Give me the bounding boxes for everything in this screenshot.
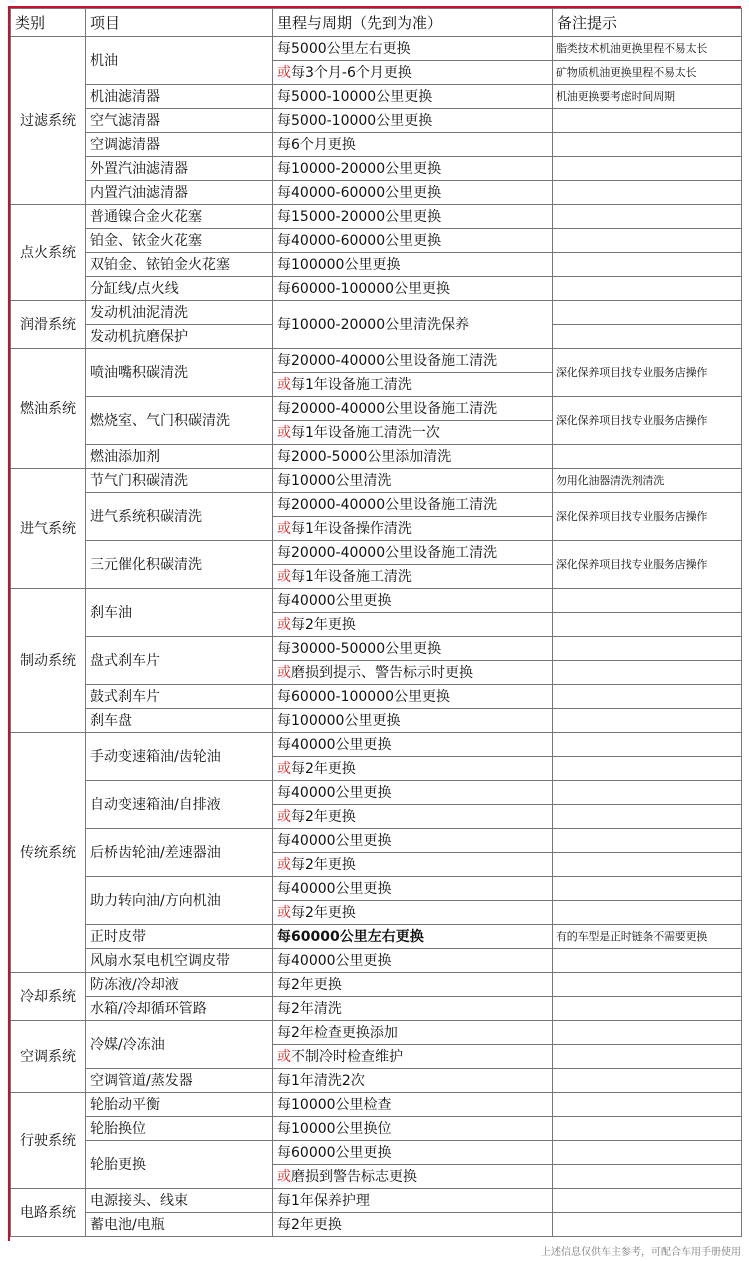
item-cell: 手动变速箱油/齿轮油 [86, 733, 273, 781]
note-cell [553, 325, 742, 349]
category-cell: 冷却系统 [11, 973, 86, 1021]
period-cell [273, 901, 553, 925]
period-text: 每5000公里左右更换 [277, 40, 411, 57]
table-row [11, 997, 742, 1021]
or-prefix: 或 [277, 760, 291, 777]
period-cell [273, 397, 553, 421]
period-cell [273, 1069, 553, 1093]
note-cell [553, 253, 742, 277]
period-text: 每10000-20000公里更换 [277, 160, 442, 177]
period-text: 每20000-40000公里设备施工清洗 [277, 496, 498, 513]
table-row [11, 277, 742, 301]
period-text: 每2000-5000公里添加清洗 [277, 448, 452, 465]
item-cell: 节气门积碳清洗 [86, 469, 273, 493]
or-prefix: 或 [277, 1048, 291, 1065]
table-row [11, 973, 742, 997]
header-row [11, 9, 742, 37]
period-text: 每3个月-6个月更换 [291, 64, 412, 81]
note-cell [553, 877, 742, 901]
category-cell: 过滤系统 [11, 37, 86, 205]
item-cell: 鼓式刹车片 [86, 685, 273, 709]
period-cell [273, 1045, 553, 1069]
or-prefix: 或 [277, 808, 291, 825]
period-text: 每30000-50000公里更换 [277, 640, 442, 657]
note-cell: 深化保养项目找专业服务店操作 [553, 349, 742, 397]
period-text: 每60000公里左右更换 [277, 928, 424, 945]
or-prefix: 或 [277, 520, 291, 537]
period-cell [273, 805, 553, 829]
or-prefix: 或 [277, 568, 291, 585]
period-text: 每2年更换 [291, 616, 356, 633]
note-cell [553, 133, 742, 157]
table-row [11, 637, 742, 661]
item-cell: 普通镍合金火花塞 [86, 205, 273, 229]
item-cell: 蓄电池/电瓶 [86, 1213, 273, 1237]
table-row [11, 733, 742, 757]
note-cell: 机油更换要考虑时间周期 [553, 85, 742, 109]
note-cell [553, 973, 742, 997]
table-row [11, 949, 742, 973]
or-prefix: 或 [277, 856, 291, 873]
category-cell: 空调系统 [11, 1021, 86, 1093]
period-cell [273, 925, 553, 949]
item-cell: 铂金、铱金火花塞 [86, 229, 273, 253]
table-row [11, 469, 742, 493]
item-cell: 空调滤清器 [86, 133, 273, 157]
note-cell [553, 685, 742, 709]
or-prefix: 或 [277, 424, 291, 441]
item-cell: 盘式刹车片 [86, 637, 273, 685]
period-text: 每40000公里更换 [277, 784, 392, 801]
note-cell [553, 805, 742, 829]
period-text: 每40000公里更换 [277, 832, 392, 849]
item-cell: 轮胎更换 [86, 1141, 273, 1189]
period-cell [273, 349, 553, 373]
table-row [11, 877, 742, 901]
period-cell [273, 373, 553, 397]
table-row [11, 1141, 742, 1165]
item-cell: 轮胎动平衡 [86, 1093, 273, 1117]
note-cell [553, 1141, 742, 1165]
note-cell [553, 205, 742, 229]
table-row [11, 685, 742, 709]
period-text: 每5000-10000公里更换 [277, 88, 433, 105]
period-cell [273, 133, 553, 157]
item-cell: 水箱/冷却循环管路 [86, 997, 273, 1021]
note-cell [553, 445, 742, 469]
item-cell: 双铂金、铱铂金火花塞 [86, 253, 273, 277]
period-cell [273, 1117, 553, 1141]
note-cell [553, 781, 742, 805]
period-cell [273, 1213, 553, 1237]
period-cell [273, 517, 553, 541]
table-row [11, 229, 742, 253]
note-cell [553, 901, 742, 925]
or-prefix: 或 [277, 616, 291, 633]
period-cell [273, 1093, 553, 1117]
note-cell [553, 109, 742, 133]
item-cell: 燃油添加剂 [86, 445, 273, 469]
item-cell: 机油滤清器 [86, 85, 273, 109]
note-cell [553, 1045, 742, 1069]
period-cell [273, 37, 553, 61]
period-cell [273, 973, 553, 997]
note-cell [553, 733, 742, 757]
category-cell: 点火系统 [11, 205, 86, 301]
note-cell [553, 1165, 742, 1189]
period-cell [273, 421, 553, 445]
item-cell: 刹车盘 [86, 709, 273, 733]
note-cell [553, 589, 742, 613]
note-cell [553, 1021, 742, 1045]
period-cell [273, 1165, 553, 1189]
period-cell [273, 445, 553, 469]
table-row [11, 1021, 742, 1045]
period-text: 每40000公里更换 [277, 592, 392, 609]
table-row [11, 181, 742, 205]
period-text: 每1年保养护理 [277, 1192, 370, 1209]
category-cell: 电路系统 [11, 1189, 86, 1237]
period-text: 每20000-40000公里设备施工清洗 [277, 400, 498, 417]
period-cell [273, 157, 553, 181]
category-cell: 传统系统 [11, 733, 86, 973]
note-cell [553, 613, 742, 637]
footnote: 上述信息仅供车主参考，可配合车用手册使用 [541, 1247, 741, 1258]
period-cell [273, 949, 553, 973]
period-text: 每40000公里更换 [277, 952, 392, 969]
item-cell: 助力转向油/方向机油 [86, 877, 273, 925]
note-cell [553, 997, 742, 1021]
note-cell [553, 1093, 742, 1117]
period-text: 不制冷时检查维护 [291, 1048, 403, 1065]
period-text: 每2年更换 [291, 856, 356, 873]
period-text: 每2年更换 [291, 904, 356, 921]
period-cell [273, 205, 553, 229]
table-row [11, 1189, 742, 1213]
table-row [11, 589, 742, 613]
item-cell: 空调管道/蒸发器 [86, 1069, 273, 1093]
period-text: 每40000公里更换 [277, 880, 392, 897]
period-cell [273, 1021, 553, 1045]
period-cell [273, 565, 553, 589]
period-cell [273, 277, 553, 301]
period-cell [273, 493, 553, 517]
note-cell [553, 949, 742, 973]
item-cell: 外置汽油滤清器 [86, 157, 273, 181]
period-text: 每2年检查更换添加 [277, 1024, 398, 1041]
period-text: 每15000-20000公里更换 [277, 208, 442, 225]
period-cell [273, 709, 553, 733]
table-row [11, 925, 742, 949]
category-cell: 润滑系统 [11, 301, 86, 349]
table-row [11, 445, 742, 469]
period-text: 每2年更换 [291, 808, 356, 825]
note-cell [553, 277, 742, 301]
category-cell: 燃油系统 [11, 349, 86, 469]
item-cell: 三元催化积碳清洗 [86, 541, 273, 589]
header-note: 备注提示 [553, 9, 742, 37]
item-cell: 燃烧室、气门积碳清洗 [86, 397, 273, 445]
period-cell [273, 661, 553, 685]
table-row [11, 109, 742, 133]
period-cell [273, 853, 553, 877]
period-text: 每1年设备施工清洗 [291, 376, 412, 393]
note-cell [553, 637, 742, 661]
item-cell: 防冻液/冷却液 [86, 973, 273, 997]
period-text: 磨损到提示、警告标示时更换 [291, 664, 473, 681]
note-cell [553, 757, 742, 781]
note-cell [553, 1069, 742, 1093]
table-row [11, 397, 742, 421]
item-cell: 发动机油泥清洗 [86, 301, 273, 325]
period-text: 每60000-100000公里更换 [277, 280, 451, 297]
category-cell: 进气系统 [11, 469, 86, 589]
item-cell: 冷媒/冷冻油 [86, 1021, 273, 1069]
period-cell [273, 877, 553, 901]
table-row [11, 301, 742, 325]
maintenance-table [10, 8, 742, 1237]
period-cell [273, 229, 553, 253]
period-cell [273, 757, 553, 781]
period-cell [273, 997, 553, 1021]
period-cell [273, 589, 553, 613]
period-text: 每1年设备施工清洗一次 [291, 424, 440, 441]
item-cell: 内置汽油滤清器 [86, 181, 273, 205]
table-row [11, 829, 742, 853]
note-cell [553, 829, 742, 853]
period-cell [273, 85, 553, 109]
table-row [11, 1069, 742, 1093]
item-cell: 分缸线/点火线 [86, 277, 273, 301]
note-cell: 勿用化油器清洗剂清洗 [553, 469, 742, 493]
table-row [11, 157, 742, 181]
note-cell [553, 661, 742, 685]
table-row [11, 1117, 742, 1141]
header-category: 类别 [11, 9, 86, 37]
item-cell: 轮胎换位 [86, 1117, 273, 1141]
table-row [11, 1093, 742, 1117]
item-cell: 喷油嘴积碳清洗 [86, 349, 273, 397]
period-text: 每60000-100000公里更换 [277, 688, 451, 705]
period-text: 每10000公里换位 [277, 1120, 392, 1137]
period-text: 每10000公里清洗 [277, 472, 392, 489]
period-text: 每20000-40000公里设备施工清洗 [277, 352, 498, 369]
note-cell: 深化保养项目找专业服务店操作 [553, 493, 742, 541]
header-period: 里程与周期（先到为准） [273, 9, 553, 37]
or-prefix: 或 [277, 1168, 291, 1185]
note-cell: 脂类技术机油更换里程不易太长 [553, 37, 742, 61]
period-cell [273, 637, 553, 661]
period-text: 每1年设备施工清洗 [291, 568, 412, 585]
table-row [11, 85, 742, 109]
table-row [11, 541, 742, 565]
period-text: 每1年清洗2次 [277, 1072, 365, 1089]
period-cell [273, 541, 553, 565]
category-cell: 制动系统 [11, 589, 86, 733]
item-cell: 机油 [86, 37, 273, 85]
table-row [11, 133, 742, 157]
table-row [11, 781, 742, 805]
item-cell: 进气系统积碳清洗 [86, 493, 273, 541]
note-cell: 深化保养项目找专业服务店操作 [553, 541, 742, 589]
note-cell [553, 853, 742, 877]
table-row [11, 1213, 742, 1237]
table-body [11, 37, 742, 1237]
note-cell [553, 1189, 742, 1213]
note-cell [553, 709, 742, 733]
item-cell: 后桥齿轮油/差速器油 [86, 829, 273, 877]
note-cell: 有的车型是正时链条不需要更换 [553, 925, 742, 949]
period-text: 每40000-60000公里更换 [277, 184, 442, 201]
period-cell [273, 829, 553, 853]
item-cell: 发动机抗磨保护 [86, 325, 273, 349]
period-cell [273, 253, 553, 277]
note-cell [553, 157, 742, 181]
note-cell [553, 1213, 742, 1237]
period-text: 每60000公里更换 [277, 1144, 392, 1161]
period-text: 每100000公里更换 [277, 256, 401, 273]
period-text: 每1年设备操作清洗 [291, 520, 412, 537]
note-cell [553, 1117, 742, 1141]
period-text: 每2年清洗 [277, 1000, 342, 1017]
period-text: 每20000-40000公里设备施工清洗 [277, 544, 498, 561]
item-cell: 空气滤清器 [86, 109, 273, 133]
item-cell: 自动变速箱油/自排液 [86, 781, 273, 829]
period-text: 磨损到警告标志更换 [291, 1168, 417, 1185]
period-cell [273, 469, 553, 493]
period-cell [273, 1141, 553, 1165]
period-text: 每40000-60000公里更换 [277, 232, 442, 249]
or-prefix: 或 [277, 376, 291, 393]
table-row [11, 349, 742, 373]
period-text: 每2年更换 [277, 976, 342, 993]
item-cell: 刹车油 [86, 589, 273, 637]
item-cell: 风扇水泵电机空调皮带 [86, 949, 273, 973]
period-cell [273, 181, 553, 205]
table-row [11, 205, 742, 229]
header-item: 项目 [86, 9, 273, 37]
period-cell [273, 613, 553, 637]
note-cell [553, 229, 742, 253]
note-cell: 矿物质机油更换里程不易太长 [553, 61, 742, 85]
period-text: 每5000-10000公里更换 [277, 112, 433, 129]
period-cell [273, 685, 553, 709]
period-text: 每2年更换 [277, 1216, 342, 1233]
note-cell [553, 301, 742, 325]
note-cell [553, 181, 742, 205]
item-cell: 正时皮带 [86, 925, 273, 949]
table-row [11, 253, 742, 277]
period-cell: 每10000-20000公里清洗保养 [273, 301, 553, 349]
period-cell [273, 61, 553, 85]
period-text: 每100000公里更换 [277, 712, 401, 729]
period-text: 每10000公里检查 [277, 1096, 392, 1113]
period-text: 每6个月更换 [277, 136, 356, 153]
period-cell [273, 733, 553, 757]
period-text: 每2年更换 [291, 760, 356, 777]
period-cell [273, 109, 553, 133]
category-cell: 行驶系统 [11, 1093, 86, 1189]
table-row [11, 37, 742, 61]
period-cell [273, 1189, 553, 1213]
note-cell: 深化保养项目找专业服务店操作 [553, 397, 742, 445]
or-prefix: 或 [277, 904, 291, 921]
table-row [11, 709, 742, 733]
or-prefix: 或 [277, 64, 291, 81]
period-text: 每40000公里更换 [277, 736, 392, 753]
or-prefix: 或 [277, 664, 291, 681]
period-cell [273, 781, 553, 805]
table-row [11, 493, 742, 517]
item-cell: 电源接头、线束 [86, 1189, 273, 1213]
